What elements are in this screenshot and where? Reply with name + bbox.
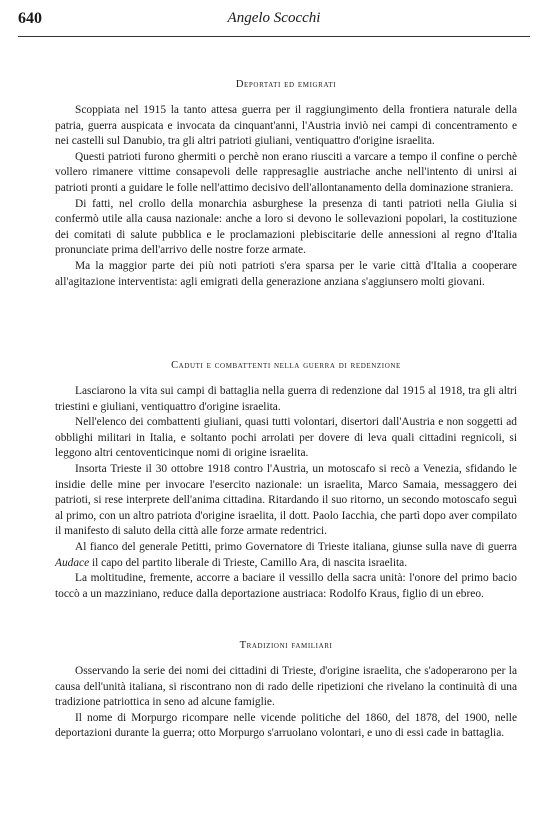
ship-name: Audace: [55, 556, 90, 569]
section-body-caduti: [55, 384, 517, 602]
paragraph: La moltitudine, fremente, accorre a baciare il vessillo della sacra unità: l'onore del primo bacio toccò a un mazziniano, reduce dalla deportazione austriaca: Rodolfo Kraus, figlio di un ebreo.: [55, 572, 517, 600]
header-rule: [18, 36, 530, 37]
paragraph: Lasciarono la vita sui campi di battaglia nella guerra di redenzione dal 1915 al 1918, tra gli altri triestini e giuliani, ventiquattro d'origine israelita.: [55, 385, 517, 413]
paragraph: Scoppiata nel 1915 la tanto attesa guerra per il raggiungimento della frontiera naturale della patria, guerra auspicata e invocata da cinquant'anni, l'Austria inviò nei campi di concentramento e nei castelli sul Danubio, tra gli altri patrioti giuliani, ventiquattro d'origine israelita.: [55, 104, 517, 148]
paragraph-petitti: [55, 540, 517, 571]
running-head: [18, 10, 530, 34]
paragraph: Di fatti, nel crollo della monarchia asburghese la presenza di tanti patrioti nella Giulia si confermò utile alla causa nazionale: anche a loro si devono le sollevazioni popolari, la costituzione dei comitati di salute pubblica e le proclamazioni plebiscitarie delle annessioni al regno d'Italia pronunciate prima dell'arrivo delle nostre forze armate.: [55, 197, 517, 257]
paragraph: Il nome di Morpurgo ricompare nelle vicende politiche del 1860, del 1878, del 1900, nelle deportazioni durante la guerra; otto Morpurgo s'arruolano volontari, e uno di essi cade in battaglia.: [55, 711, 517, 740]
section-body-tradizioni: [55, 664, 517, 742]
section-body-deportati: [55, 103, 517, 290]
section-heading-deportati: Deportati ed emigrati: [235, 79, 337, 90]
paragraph-text: Al fianco del generale Petitti, primo Governatore di Trieste italiana, giunse sulla nave di guerra: [75, 540, 517, 553]
running-title: Angelo Scocchi: [227, 10, 321, 26]
section-heading-caduti: Caduti e combattenti nella guerra di redenzione: [171, 360, 401, 371]
paragraph: Nell'elenco dei combattenti giuliani, quasi tutti volontari, disertori dall'Austria e non soggetti ad obblighi militari in Italia, e soltanto pochi arrolati per dovere di leva quali cittadini regnicoli, si leggono altri centoventicinque nomi di origine israelita.: [55, 416, 517, 460]
paragraph: Insorta Trieste il 30 ottobre 1918 contro l'Austria, un motoscafo si recò a Venezia, sfidando le insidie delle mine per invocare l'esercito nazionale: un israelita, Marco Samaia, messaggero dei patrioti, si rese interprete dell'anima cittadina. Ritardando il suo ritorno, un secondo motoscafo seguì al primo, con un altro patriota d'origine israelita, il dott. Paolo Iacchia, che partì dopo aver compilato il manifesto di saluto della città alle forze armate redentrici.: [55, 462, 517, 538]
paragraph: Ma la maggior parte dei più noti patrioti s'era sparsa per le varie città d'Italia a cooperare all'agitazione interventista: agli emigrati della generazione anziana s'aggiunsero molti giovani.: [55, 259, 517, 288]
paragraph: Osservando la serie dei nomi dei cittadini di Trieste, d'origine israelita, che s'adoperarono per la causa dell'unità italiana, si riscontrano non di rado delle ripetizioni che rivelano la continuità di una tradizione patriottica in seno ad alcune famiglie.: [55, 665, 517, 709]
section-heading-tradizioni: Tradizioni familiari: [239, 640, 333, 651]
paragraph-text: il capo del partito liberale di Trieste, Camillo Ara, di nascita israelita.: [89, 556, 408, 569]
paragraph: Questi patrioti furono ghermiti o perchè non erano riusciti a varcare a tempo il confine o perchè vollero rimanere vittime consapevoli delle rappresaglie austriache anche nell'intento di unirsi ai patrioti pronti a guidare le folle nell'attimo decisivo dell'allontanamento della dominazione straniera.: [55, 150, 517, 194]
page-number: 640: [18, 10, 42, 27]
